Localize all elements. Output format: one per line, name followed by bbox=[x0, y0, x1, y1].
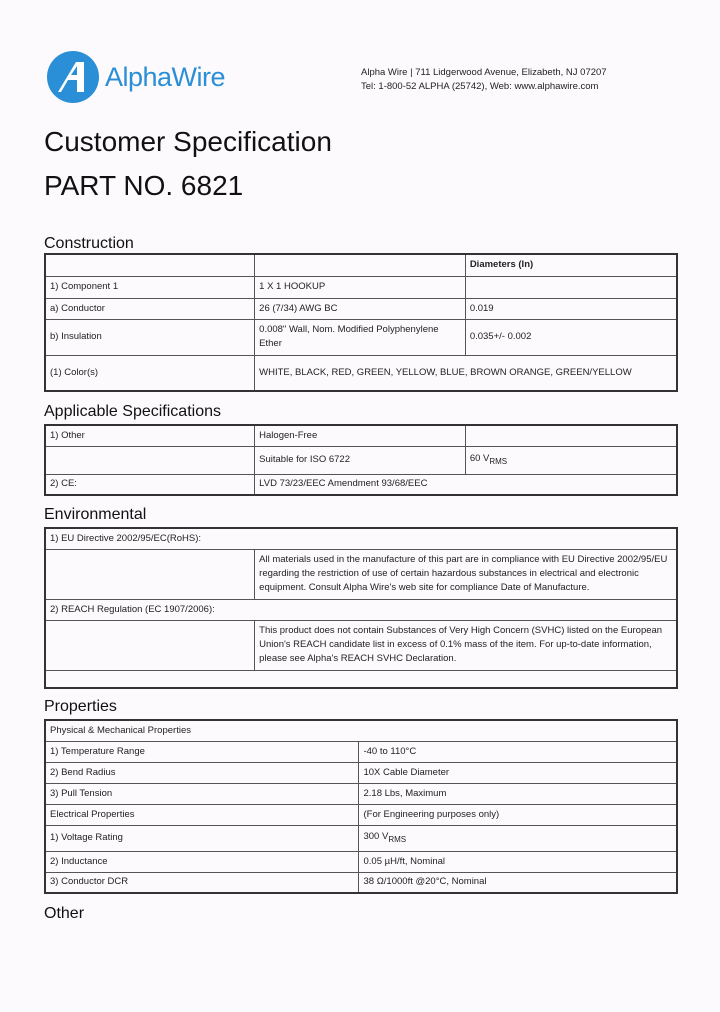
alpha-logo-icon bbox=[46, 50, 100, 104]
contact-info bbox=[361, 66, 607, 94]
table-row bbox=[45, 670, 677, 688]
applicable-heading: Applicable Specifications bbox=[44, 403, 221, 420]
table-row: 2) Bend Radius 10X Cable Diameter bbox=[45, 762, 677, 783]
table-row: 2) REACH Regulation (EC 1907/2006): bbox=[45, 599, 677, 620]
other-heading: Other bbox=[44, 905, 85, 922]
environmental-table bbox=[44, 527, 678, 689]
table-row: 2) CE: LVD 73/23/EEC Amendment 93/68/EEC bbox=[45, 474, 677, 495]
table-row: Suitable for ISO 6722 60 $V_{RMS}$ bbox=[45, 446, 677, 474]
page-title: Customer Specification bbox=[44, 126, 332, 157]
applicable-table bbox=[44, 424, 678, 496]
table-row: 3) Conductor DCR 38 Ω/1000ft @20°C, Nominal bbox=[45, 872, 677, 893]
construction-heading: Construction bbox=[44, 235, 134, 252]
table-row: 2) Inductance 0.05 µH/ft, Nominal bbox=[45, 851, 677, 872]
environmental-heading: Environmental bbox=[44, 506, 147, 523]
table-row: 1) Voltage Rating 300 $V_{RMS}$ bbox=[45, 825, 677, 851]
diameters-header: Diameters (In) bbox=[465, 254, 677, 276]
table-row: b) Insulation 0.008" Wall, Nom. Modified Polyphenylene Ether 0.035+/- 0.002 bbox=[45, 319, 677, 355]
table-row bbox=[45, 254, 677, 276]
voltage-rating-value: 300 $V_{RMS}$ bbox=[359, 825, 677, 851]
table-row: 1) Temperature Range -40 to 110°C bbox=[45, 741, 677, 762]
table-row: 1) EU Directive 2002/95/EC(RoHS): bbox=[45, 528, 677, 549]
table-row: All materials used in the manufacture of this part are in compliance with EU Directive 2002/95/EU regarding the restriction of use of certain hazardous substances in electrical and electronic equipment. Consult Alpha Wire's web site for compliance Date of Manufacture. bbox=[45, 549, 677, 599]
table-row: 1) Component 1 1 X 1 HOOKUP bbox=[45, 276, 677, 298]
table-row: This product does not contain Substances of Very High Concern (SVHC) listed on the European Union's REACH candidate list in excess of 0.1% mass of the item. For up-to-date information, please see Alpha's REACH SVHC Declaration. bbox=[45, 620, 677, 670]
table-row: a) Conductor 26 (7/34) AWG BC 0.019 bbox=[45, 298, 677, 319]
table-row: 3) Pull Tension 2.18 Lbs, Maximum bbox=[45, 783, 677, 804]
voltage-value: 60 $V_{RMS}$ bbox=[465, 446, 677, 474]
properties-heading: Properties bbox=[44, 698, 117, 715]
table-row: (1) Color(s) WHITE, BLACK, RED, GREEN, YELLOW, BLUE, BROWN ORANGE, GREEN/YELLOW bbox=[45, 355, 677, 391]
alphawire-logo bbox=[46, 50, 256, 102]
construction-table bbox=[44, 253, 678, 392]
table-row: Physical & Mechanical Properties bbox=[45, 720, 677, 741]
properties-table bbox=[44, 719, 678, 894]
table-row: 1) Other Halogen-Free bbox=[45, 425, 677, 446]
table-row: Electrical Properties (For Engineering purposes only) bbox=[45, 804, 677, 825]
address-line: Alpha Wire | 711 Lidgerwood Avenue, Elizabeth, NJ 07207 bbox=[361, 67, 607, 78]
brand-name: AlphaWire bbox=[105, 62, 226, 92]
contact-line: Tel: 1-800-52 ALPHA (25742), Web: www.alphawire.com bbox=[361, 81, 599, 92]
part-number: PART NO. 6821 bbox=[44, 170, 244, 201]
